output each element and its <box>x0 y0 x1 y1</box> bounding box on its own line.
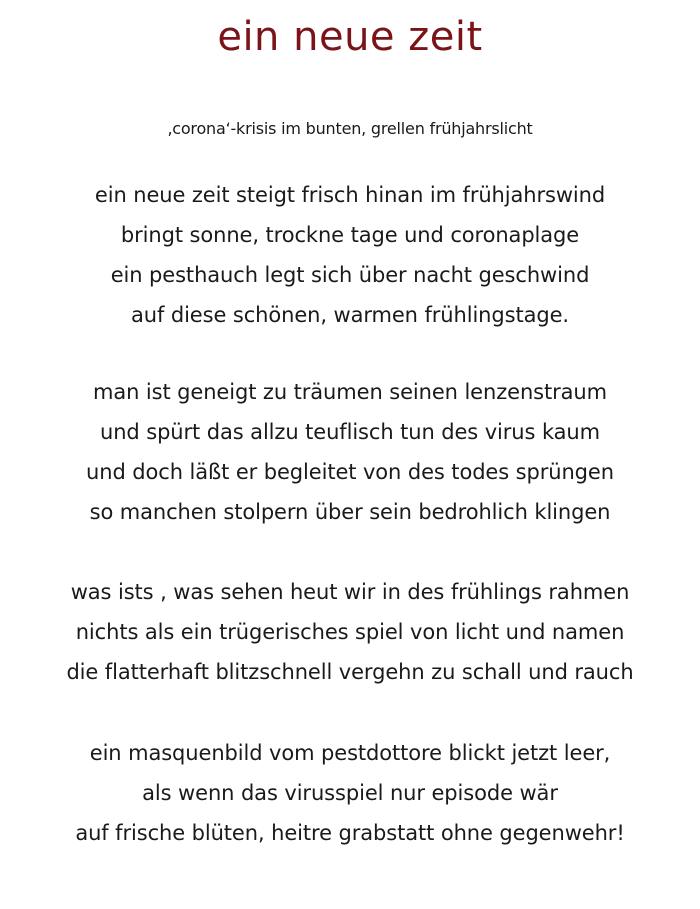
stanza-1 <box>0 175 700 335</box>
verse-line: so manchen stolpern über sein bedrohlich klingen <box>89 500 611 524</box>
verse-line: man ist geneigt zu träumen seinen lenzenstraum <box>92 380 608 404</box>
verse-line: und spürt das allzu teuflisch tun des virus kaum <box>100 420 600 444</box>
verse-line: was ists , was sehen heut wir in des frühlings rahmen <box>70 580 630 604</box>
poem-title: ein neue zeit <box>217 14 483 60</box>
verse-line: und doch läßt er begleitet von des todes sprüngen <box>86 460 614 484</box>
verse-line: bringt sonne, trockne tage und coronaplage <box>120 223 580 247</box>
verse-line: auf frische blüten, heitre grabstatt ohne gegenwehr! <box>75 821 625 845</box>
verse-line: die flatterhaft blitzschnell vergehn zu schall und rauch <box>66 660 634 684</box>
verse-line: auf diese schönen, warmen frühlingstage. <box>131 303 569 327</box>
poem-subtitle: ‚corona‘-krisis im bunten, grellen frühjahrslicht <box>167 119 533 138</box>
verse-line: nichts als ein trügerisches spiel von licht und namen <box>75 620 625 644</box>
stanza-3 <box>0 572 700 692</box>
verse-line: ein neue zeit steigt frisch hinan im frühjahrswind <box>94 183 606 207</box>
stanza-2 <box>0 372 700 532</box>
stanza-4 <box>0 733 700 853</box>
verse-line: als wenn das virusspiel nur episode wär <box>142 781 558 805</box>
verse-line: ein masquenbild vom pestdottore blickt jetzt leer, <box>89 741 611 765</box>
verse-line: ein pesthauch legt sich über nacht geschwind <box>110 263 590 287</box>
